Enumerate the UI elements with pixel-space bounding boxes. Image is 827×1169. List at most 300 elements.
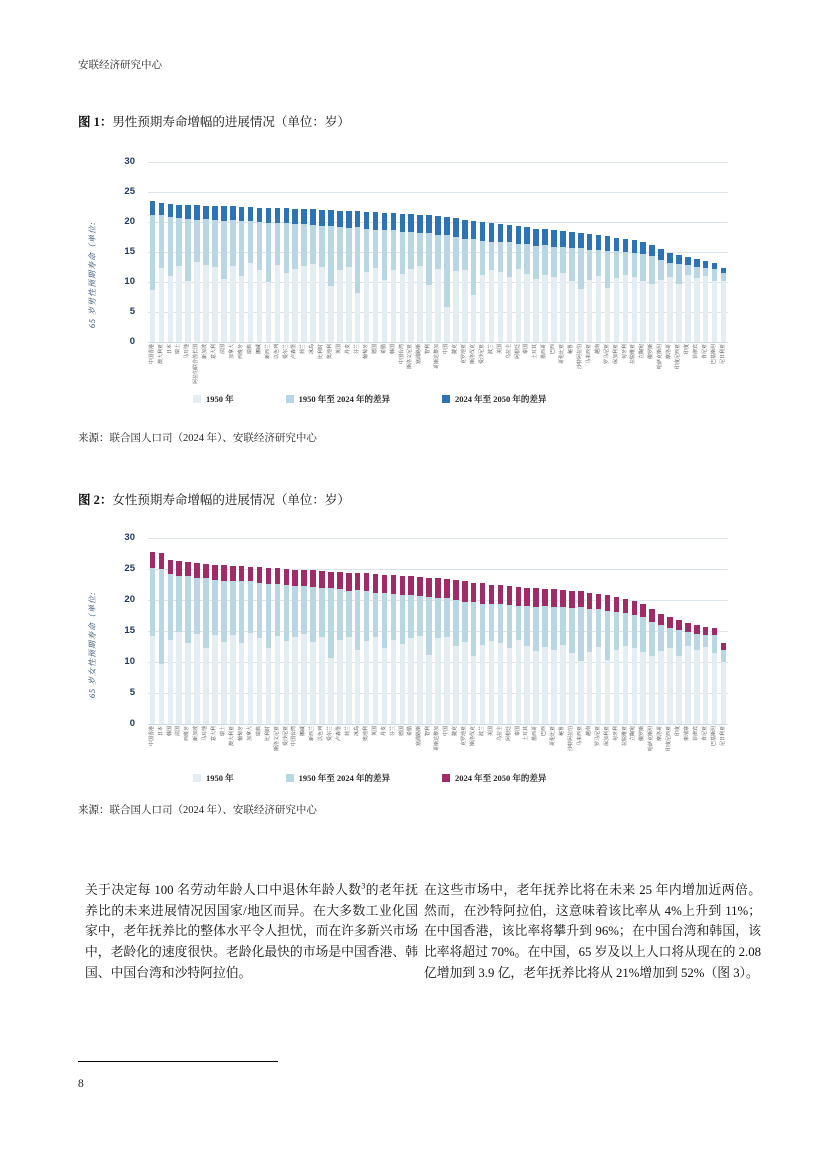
legend-item [442, 393, 546, 405]
segment-2024-2050 [150, 201, 156, 215]
x-axis-label: 加拿大 [247, 726, 253, 742]
x-axis-label: 智利 [426, 726, 432, 737]
segment-1950-2024 [649, 622, 655, 656]
segment-1950 [203, 265, 209, 342]
segment-2024-2050 [435, 578, 441, 598]
bar [408, 214, 414, 342]
x-axis-label: 美国 [488, 726, 494, 737]
segment-1950 [524, 646, 530, 724]
bar [560, 590, 566, 724]
segment-1950 [355, 293, 361, 342]
segment-2024-2050 [266, 568, 272, 584]
segment-1950 [632, 277, 638, 342]
x-axis-label: 俄罗斯 [649, 344, 655, 360]
figure2-title-text: 女性预期寿命增幅的进展情况（单位：岁） [112, 493, 350, 507]
bar [480, 222, 486, 342]
segment-1950 [605, 660, 611, 724]
segment-1950-2024 [444, 598, 450, 637]
bar [614, 597, 620, 724]
bar [203, 564, 209, 724]
segment-1950-2024 [587, 250, 593, 280]
x-axis-label: 比利时 [265, 726, 271, 742]
segment-2024-2050 [605, 236, 611, 251]
bar [721, 643, 727, 724]
segment-1950 [587, 280, 593, 342]
segment-1950-2024 [551, 247, 557, 276]
segment-1950 [275, 265, 281, 342]
segment-1950-2024 [569, 248, 575, 282]
x-axis-label: 摩洛哥 [658, 726, 664, 742]
segment-2024-2050 [614, 597, 620, 612]
segment-2024-2050 [632, 601, 638, 615]
segment-1950 [560, 645, 566, 724]
segment-2024-2050 [640, 242, 646, 254]
x-axis-label: 巴西 [542, 726, 548, 737]
segment-1950 [542, 647, 548, 724]
x-axis-label: 马来西亚 [586, 344, 592, 365]
x-axis-label: 意大利 [212, 726, 218, 742]
segment-1950 [649, 284, 655, 342]
x-axis-label: 韩国 [390, 344, 396, 355]
bar [569, 591, 575, 724]
x-axis-line [148, 342, 728, 343]
segment-1950 [310, 264, 316, 342]
footnote-divider [78, 1061, 278, 1062]
segment-1950-2024 [444, 235, 450, 306]
segment-1950-2024 [382, 230, 388, 280]
bar [400, 576, 406, 724]
segment-2024-2050 [275, 568, 281, 584]
x-axis-label: 沙特阿拉伯 [569, 726, 575, 752]
segment-1950-2024 [400, 595, 406, 644]
x-axis-label: 希腊 [408, 726, 414, 737]
bar [587, 234, 593, 342]
x-axis-label: 哈萨克斯坦 [658, 344, 664, 370]
segment-1950-2024 [373, 593, 379, 638]
x-axis-label: 柬埔寨 [685, 726, 691, 742]
segment-1950-2024 [489, 604, 495, 641]
x-axis-label: 新加坡 [194, 726, 200, 742]
segment-1950 [614, 650, 620, 724]
segment-1950-2024 [605, 251, 611, 288]
segment-2024-2050 [319, 210, 325, 226]
figure1-legend [193, 393, 546, 405]
segment-1950 [507, 648, 513, 724]
segment-1950 [667, 277, 673, 342]
segment-2024-2050 [400, 576, 406, 595]
segment-1950 [551, 277, 557, 342]
bar [319, 571, 325, 724]
bar [355, 211, 361, 342]
segment-2024-2050 [408, 214, 414, 231]
x-axis-label: 立陶宛 [631, 726, 637, 742]
segment-1950-2024 [150, 568, 156, 636]
x-axis-label: 越南 [586, 726, 592, 737]
segment-1950 [614, 278, 620, 342]
figure1-label: 图 1： [78, 115, 113, 129]
segment-2024-2050 [292, 209, 298, 225]
segment-1950-2024 [150, 215, 156, 291]
body-left-text-1: 关于决定每 100 名劳动年龄人口中退休年龄人数 [85, 883, 362, 897]
segment-1950-2024 [346, 591, 352, 637]
segment-2024-2050 [391, 575, 397, 594]
bar [310, 570, 316, 724]
segment-1950 [489, 270, 495, 342]
bar [507, 586, 513, 724]
x-axis-label: 马耳他 [203, 726, 209, 742]
segment-1950 [507, 277, 513, 342]
segment-1950-2024 [185, 219, 191, 281]
x-axis-label: 爱沙尼亚 [283, 726, 289, 747]
segment-2024-2050 [551, 589, 557, 607]
bar [649, 609, 655, 724]
bar [194, 563, 200, 724]
x-axis-label: 肯尼亚 [702, 344, 708, 360]
x-axis-label: 秘鲁 [560, 726, 566, 737]
bar [632, 240, 638, 342]
segment-1950 [542, 275, 548, 342]
segment-2024-2050 [480, 583, 486, 603]
segment-1950 [266, 648, 272, 724]
figure1-plot-area [148, 162, 728, 342]
x-axis-label: 希腊 [381, 344, 387, 355]
figure2-label: 图 2： [78, 493, 113, 507]
segment-2024-2050 [176, 205, 182, 219]
segment-1950-2024 [310, 225, 316, 264]
x-axis-label: 比利时 [319, 344, 325, 360]
segment-2024-2050 [257, 208, 263, 222]
segment-2024-2050 [712, 263, 718, 270]
x-axis-label: 瑞士 [221, 726, 227, 737]
segment-2024-2050 [382, 213, 388, 230]
figure2-chart [85, 520, 745, 798]
body-paragraph-right: 在这些市场中，老年抚养比将在未来 25 年内增加近两倍。然而，在沙特阿拉伯，这意味着该比率从 4%上升到 11%；在中国香港，该比率将攀升到 96%；在中国台湾和韩国，该比率将超过 70%。在中国，65 岁及以上人口将从现在的 2.08 亿增加到 3.9 亿，老年抚养比将从 21%增加到 52%（图 3）。 [424, 883, 761, 980]
bar [632, 601, 638, 724]
figure1-source: 来源：联合国人口司（2024 年）、安联经济研究中心 [78, 433, 317, 444]
segment-1950-2024 [284, 223, 290, 273]
y-tick-label: 20 [124, 594, 135, 605]
x-axis-label: 以色列 [319, 726, 325, 742]
segment-1950 [498, 643, 504, 724]
segment-1950 [391, 640, 397, 724]
bar [694, 625, 700, 724]
x-axis-label: 瑞典 [247, 344, 253, 355]
bar [551, 230, 557, 342]
segment-2024-2050 [560, 590, 566, 607]
bar [507, 225, 513, 342]
segment-2024-2050 [658, 614, 664, 626]
segment-2024-2050 [551, 230, 557, 247]
legend-label: 1950 年至 2024 年的差异 [298, 394, 391, 404]
segment-1950-2024 [168, 574, 174, 640]
segment-1950-2024 [721, 273, 727, 281]
x-axis-label: 丹麦 [345, 344, 351, 355]
y-tick-label: 10 [124, 276, 135, 287]
segment-1950-2024 [239, 581, 245, 643]
bar [400, 214, 406, 342]
segment-1950-2024 [623, 613, 629, 646]
x-axis-label: 智利 [426, 344, 432, 355]
bar [391, 575, 397, 724]
segment-1950 [150, 636, 156, 724]
x-axis-label: 爱沙尼亚 [479, 344, 485, 365]
segment-1950-2024 [658, 260, 664, 280]
segment-1950-2024 [408, 595, 414, 638]
bar [257, 567, 263, 724]
segment-1950-2024 [632, 253, 638, 278]
segment-2024-2050 [373, 212, 379, 229]
segment-2024-2050 [382, 575, 388, 593]
segment-1950-2024 [516, 606, 522, 640]
segment-1950 [168, 276, 174, 342]
legend-swatch [442, 774, 450, 782]
x-axis-label: 墨西哥 [542, 344, 548, 360]
segment-2024-2050 [560, 231, 566, 247]
segment-2024-2050 [649, 609, 655, 621]
bar [453, 218, 459, 342]
bar [212, 565, 218, 724]
segment-2024-2050 [391, 213, 397, 230]
segment-1950 [337, 270, 343, 342]
gridline [148, 162, 728, 163]
segment-2024-2050 [408, 576, 414, 595]
bar [542, 229, 548, 342]
segment-1950 [453, 646, 459, 724]
bar [596, 235, 602, 342]
x-axis-label: 捷克 [453, 726, 459, 737]
segment-2024-2050 [640, 604, 646, 617]
segment-1950 [373, 268, 379, 342]
segment-1950-2024 [560, 247, 566, 273]
segment-2024-2050 [185, 562, 191, 577]
x-axis-label: 卢森堡 [292, 344, 298, 360]
bar [658, 249, 664, 342]
segment-1950 [248, 633, 254, 724]
segment-2024-2050 [310, 209, 316, 225]
bar [676, 255, 682, 342]
figure1-chart [85, 150, 745, 428]
x-axis-label: 瑞士 [176, 344, 182, 355]
segment-1950 [587, 652, 593, 724]
segment-1950-2024 [400, 232, 406, 275]
segment-1950 [569, 281, 575, 342]
x-axis-label: 土耳其 [533, 344, 539, 360]
segment-2024-2050 [159, 553, 165, 569]
segment-1950 [257, 270, 263, 342]
segment-1950 [168, 640, 174, 724]
segment-1950-2024 [498, 242, 504, 272]
segment-1950 [703, 276, 709, 342]
segment-2024-2050 [507, 225, 513, 242]
bar [194, 205, 200, 342]
legend-swatch [286, 774, 294, 782]
bar [703, 627, 709, 724]
y-tick-label: 0 [129, 718, 135, 729]
bar [533, 229, 539, 342]
segment-1950-2024 [614, 251, 620, 278]
x-axis-label: 摩洛哥 [667, 344, 673, 360]
segment-2024-2050 [605, 595, 611, 611]
segment-2024-2050 [266, 208, 272, 223]
segment-1950 [319, 267, 325, 342]
x-axis-label: 爱尔兰 [328, 726, 334, 742]
bar [712, 263, 718, 342]
segment-1950 [596, 647, 602, 724]
segment-1950 [516, 269, 522, 342]
segment-1950-2024 [533, 607, 539, 651]
x-axis-label: 澳大利亚 [158, 344, 164, 365]
y-tick-label: 0 [129, 336, 135, 347]
segment-1950 [400, 274, 406, 342]
gridline [148, 538, 728, 539]
x-axis-label: 斯洛文尼亚 [408, 344, 414, 370]
bar [168, 204, 174, 342]
segment-1950-2024 [542, 245, 548, 274]
x-axis-label: 巴基斯坦 [711, 344, 717, 365]
x-axis-label: 芬兰 [354, 344, 360, 355]
segment-1950-2024 [417, 233, 423, 267]
segment-1950 [194, 634, 200, 724]
x-axis-label: 奥地利 [328, 344, 334, 360]
x-axis-label: 中国台湾 [399, 344, 405, 365]
segment-1950-2024 [426, 597, 432, 655]
bar [284, 208, 290, 342]
segment-1950 [176, 632, 182, 724]
x-axis-label: 法国 [221, 344, 227, 355]
segment-1950-2024 [168, 217, 174, 276]
segment-1950-2024 [578, 607, 584, 660]
x-axis-label: 西班牙 [185, 726, 191, 742]
segment-1950 [355, 650, 361, 724]
bar [230, 206, 236, 342]
segment-1950 [489, 641, 495, 724]
segment-1950 [640, 281, 646, 342]
segment-1950 [676, 656, 682, 724]
segment-1950 [239, 643, 245, 724]
bar [373, 212, 379, 342]
segment-1950 [159, 664, 165, 724]
segment-2024-2050 [453, 580, 459, 600]
bar [248, 567, 254, 724]
segment-2024-2050 [221, 565, 227, 581]
segment-1950-2024 [355, 227, 361, 293]
segment-1950 [346, 267, 352, 342]
segment-2024-2050 [203, 206, 209, 219]
segment-2024-2050 [275, 208, 281, 222]
bar [435, 216, 441, 342]
segment-1950-2024 [248, 581, 254, 633]
segment-2024-2050 [685, 623, 691, 632]
segment-1950-2024 [373, 230, 379, 268]
legend-item [193, 393, 234, 405]
segment-2024-2050 [212, 565, 218, 580]
figure2-title [78, 490, 350, 508]
x-axis-label: 秘鲁 [569, 344, 575, 355]
segment-1950-2024 [230, 581, 236, 635]
bar [212, 206, 218, 342]
segment-1950 [292, 637, 298, 724]
segment-1950-2024 [462, 602, 468, 642]
x-axis-line [148, 724, 728, 725]
bar [292, 570, 298, 724]
segment-1950 [185, 643, 191, 724]
bar [587, 593, 593, 724]
bar [712, 628, 718, 724]
segment-1950-2024 [560, 607, 566, 645]
segment-1950 [221, 279, 227, 342]
x-axis-label: 印度 [685, 344, 691, 355]
bar [257, 208, 263, 342]
bar [337, 211, 343, 342]
segment-2024-2050 [176, 561, 182, 576]
bar [578, 233, 584, 342]
x-axis-label: 西班牙 [238, 344, 244, 360]
segment-2024-2050 [221, 206, 227, 220]
x-axis-label: 葡萄牙 [363, 344, 369, 360]
bar [489, 585, 495, 725]
x-axis-label: 爱尔兰 [283, 344, 289, 360]
bar [176, 205, 182, 342]
y-tick-label: 5 [129, 306, 135, 317]
segment-1950 [230, 635, 236, 724]
segment-2024-2050 [194, 563, 200, 579]
bar [471, 583, 477, 724]
segment-2024-2050 [587, 234, 593, 250]
segment-1950 [194, 262, 200, 342]
x-axis-label: 中国香港 [149, 344, 155, 365]
y-tick-label: 15 [124, 625, 135, 636]
segment-2024-2050 [444, 579, 450, 598]
figure1-y-ticks [85, 156, 141, 347]
bar [685, 623, 691, 724]
segment-1950 [435, 638, 441, 724]
segment-1950-2024 [694, 267, 700, 278]
segment-1950 [257, 638, 263, 724]
figure1-title [78, 112, 350, 130]
segment-2024-2050 [284, 569, 290, 585]
segment-1950-2024 [703, 635, 709, 647]
segment-1950-2024 [685, 265, 691, 275]
segment-2024-2050 [426, 215, 432, 233]
segment-2024-2050 [417, 577, 423, 596]
segment-1950 [328, 286, 334, 342]
segment-1950-2024 [176, 218, 182, 266]
segment-2024-2050 [533, 229, 539, 246]
segment-1950-2024 [203, 578, 209, 648]
x-axis-label: 印度 [676, 726, 682, 737]
bar [168, 560, 174, 724]
segment-1950-2024 [257, 222, 263, 270]
segment-1950-2024 [676, 264, 682, 284]
segment-1950 [248, 263, 254, 342]
segment-1950 [408, 269, 414, 342]
segment-1950-2024 [328, 226, 334, 287]
segment-1950 [292, 269, 298, 342]
segment-1950-2024 [480, 241, 486, 275]
x-axis-label: 挪威 [256, 344, 262, 355]
bar [471, 221, 477, 342]
bar [275, 568, 281, 724]
bar [640, 242, 646, 342]
legend-swatch [286, 395, 294, 403]
x-axis-label: 克罗地亚 [461, 726, 467, 747]
segment-2024-2050 [453, 218, 459, 237]
x-axis-label: 菲律宾 [693, 726, 699, 742]
x-axis-label: 中国 [444, 726, 450, 737]
y-tick-label: 25 [124, 563, 135, 574]
bar [417, 577, 423, 724]
segment-1950-2024 [248, 221, 254, 263]
